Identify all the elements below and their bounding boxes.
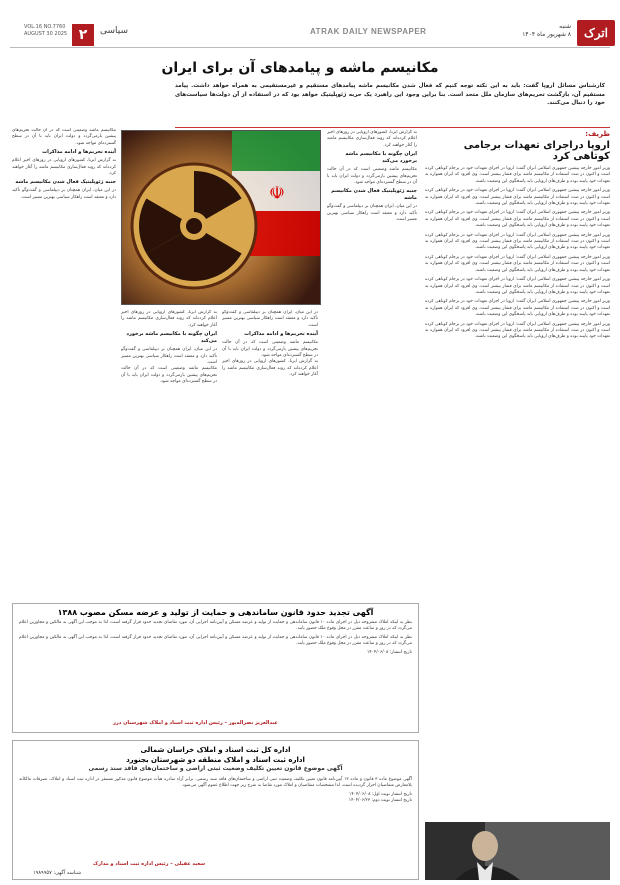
article-column-mid-b: در این میان، ایران همچنان بر دیپلماسی و گفت‌وگو تأکید دارد و معتقد است راهکار سیاسی بهترین مسیر است. آینده تحریم‌ها و ادامه مذاکرات مکانیسم ماشه وضعیتی است که در آن حالت تحریم‌های پیشین بازمی‌گردد و دولت ایران باید با آن در سطح گسترده‌ای مواجه شود. به گزارش ایرنا، کشورهای اروپایی در روزهای اخیر اعلام کرده‌اند که روند فعال‌سازی مکانیسم ماشه را آغاز خواهند کرد. [222, 310, 318, 378]
main-headline: مکانیسم ماشه و پیامدهای آن برای ایران [161, 60, 439, 76]
sub-head: ایران چگونه با مکانیسم ماشه برخورد می‌کند [126, 331, 217, 345]
svg-text:☫: ☫ [268, 183, 286, 204]
notice-signature: سعید عقیلی – رئیس اداره ثبت اسناد و مدارک [93, 861, 206, 867]
sub-head: ایران چگونه با مکانیسم ماشه برخورد می‌کند [345, 151, 417, 165]
notice-code: شناسه آگهی: ۱۹۸۹۹۵۷ [33, 870, 82, 876]
article-column-right: به گزارش ایرنا، کشورهای اروپایی در روزهای اخیر اعلام کرده‌اند که روند فعال‌سازی مکانیسم ماشه را آغاز خواهند کرد. ایران چگونه با مکانیسم ماشه برخورد می‌کند مکانیسم ماشه وضعیتی است که در آن حالت تحریم‌های پیشین بازمی‌گردد و دولت ایران باید با آن در سطح گسترده‌ای مواجه شود. جنبه ژئوپلیتیک فعال شدن مکانیسم ماشه در این میان، ایران همچنان بر دیپلماسی و گفت‌وگو تأکید دارد و معتقد است راهکار سیاسی بهترین مسیر است. [327, 130, 417, 223]
portrait-photo [425, 822, 610, 880]
side-article: ظریف: اروپا دراجرای تعهدات برجامی کوتاهی کرد وزیر امور خارجه پیشین جمهوری اسلامی ایران گفت: اروپا در اجرای تعهدات خود در برجام کوتاهی کرده است و اکنون در صدد استفاده از مکانیسم ماشه برای فشار بیشتر است. وی افزود که ایران همواره به تعهدات خود پایبند بوده و طرف‌های اروپایی باید پاسخگوی این وضعیت باشند. وزیر امور خارجه پیشین جمهوری اسلامی ایران گفت: اروپا در اجرای تعهدات خود در برجام کوتاهی کرده است و اکنون در صدد استفاده از مکانیسم ماشه برای فشار بیشتر است. وی افزود که ایران همواره به تعهدات خود پایبند بوده و طرف‌های اروپایی باید پاسخگوی این وضعیت باشند. وزیر امور خارجه پیشین جمهوری اسلامی ایران گفت: اروپا در اجرای تعهدات خود در برجام کوتاهی کرده است و اکنون در صدد استفاده از مکانیسم ماشه برای فشار بیشتر است. وی افزود که ایران همواره به تعهدات خود پایبند بوده و طرف‌های اروپایی باید پاسخگوی این وضعیت باشند. وزیر امور خارجه پیشین جمهوری اسلامی ایران گفت: اروپا در اجرای تعهدات خود در برجام کوتاهی کرده است و اکنون در صدد استفاده از مکانیسم ماشه برای فشار بیشتر است. وی افزود که ایران همواره به تعهدات خود پایبند بوده و طرف‌های اروپایی باید پاسخگوی این وضعیت باشند. وزیر امور خارجه پیشین جمهوری اسلامی ایران گفت: اروپا در اجرای تعهدات خود در برجام کوتاهی کرده است و اکنون در صدد استفاده از مکانیسم ماشه برای فشار بیشتر است. وی افزود که ایران همواره به تعهدات خود پایبند بوده و طرف‌های اروپایی باید پاسخگوی این وضعیت باشند. وزیر امور خارجه پیشین جمهوری اسلامی ایران گفت: اروپا در اجرای تعهدات خود در برجام کوتاهی کرده است و اکنون در صدد استفاده از مکانیسم ماشه برای فشار بیشتر است. وی افزود که ایران همواره به تعهدات خود پایبند بوده و طرف‌های اروپایی باید پاسخگوی این وضعیت باشند. وزیر امور خارجه پیشین جمهوری اسلامی ایران گفت: اروپا در اجرای تعهدات خود در برجام کوتاهی کرده است و اکنون در صدد استفاده از مکانیسم ماشه برای فشار بیشتر است. وی افزود که ایران همواره به تعهدات خود پایبند بوده و طرف‌های اروپایی باید پاسخگوی این وضعیت باشند. وزیر امور خارجه پیشین جمهوری اسلامی ایران گفت: اروپا در اجرای تعهدات خود در برجام کوتاهی کرده است و اکنون در صدد استفاده از مکانیسم ماشه برای فشار بیشتر است. وی افزود که ایران همواره به تعهدات خود پایبند بوده و طرف‌های اروپایی باید پاسخگوی این وضعیت باشند. [425, 130, 610, 340]
sub-head: جنبه ژئوپلیتیک فعال شدن مکانیسم ماشه [15, 179, 116, 186]
sub-head: آینده تحریم‌ها و ادامه مذاکرات [42, 149, 116, 156]
site-name: ATRAK DAILY NEWSPAPER [310, 27, 427, 36]
article-column-left: مکانیسم ماشه وضعیتی است که در آن حالت تحریم‌های پیشین بازمی‌گردد و دولت ایران باید با آن در سطح گسترده‌ای مواجه شود. آینده تحریم‌ها و ادامه مذاکرات به گزارش ایرنا، کشورهای اروپایی در روزهای اخیر اعلام کرده‌اند که روند فعال‌سازی مکانیسم ماشه را آغاز خواهند کرد. جنبه ژئوپلیتیک فعال شدن مکانیسم ماشه در این میان، ایران همچنان بر دیپلماسی و گفت‌وگو تأکید دارد و معتقد است راهکار سیاسی بهترین مسیر است. [12, 128, 116, 200]
photo-illustration [122, 131, 321, 305]
masthead-date: شنبه ۸ شهریور ماه ۱۴۰۴ [522, 23, 571, 38]
portrait-illustration [425, 822, 610, 880]
notice-signature: عبدالعزیز نصراله‌پور – رئیس اداره ثبت اسناد و املاک شهرستان درز [113, 720, 278, 726]
legal-notice-1: آگهی تجدید حدود قانون ساماندهی و حمایت از تولید و عرضه مسکن مصوب ۱۳۸۸ نظر به اینکه املاک مشروحه ذیل در اجرای ماده ۱۰ قانون ساماندهی و حمایت از تولید و عرضه مسکن و آیین‌نامه اجرایی آن، مورد تقاضای تجدید حدود قرار گرفته است، لذا به موجب این آگهی به مالکین و مجاورین اعلام می‌گردد که در روز و ساعت مقرر در محل وقوع ملک حضور یابند. نظر به اینکه املاک مشروحه ذیل در اجرای ماده ۱۰ قانون ساماندهی و حمایت از تولید و عرضه مسکن و آیین‌نامه اجرایی آن، مورد تقاضای تجدید حدود قرار گرفته است، لذا به موجب این آگهی به مالکین و مجاورین اعلام می‌گردد که در روز و ساعت مقرر در محل وقوع ملک حضور یابند. تاریخ انتشار: ۱۴۰۴/۰۶/۰۸ عبدالعزیز نصراله‌پور – رئیس اداره ثبت اسناد و املاک شهرستان درز [12, 603, 419, 733]
main-lead: کارشناس مسائل اروپا گفت: باید به این نکته توجه کنیم که فعال شدن مکانیسم ماشه پیامدهای مستقیم و غیرمستقیمی به همراه خواهد داشت. پیامد مستقیم آن، بازگشت تحریم‌های سازمان ملل متحد است. بنا براین وجود این راهبرد یک حربه ژئوپلیتیک خواهد بود که در استفاده از آن دولت‌ها سیاست‌های خود را دنبال می‌کنند. [175, 83, 605, 106]
newspaper-logo: اترک [577, 20, 615, 46]
page-number: ۲ [72, 24, 94, 46]
sub-head: آینده تحریم‌ها و ادامه مذاکرات [244, 331, 318, 338]
radiation-symbol-iran-flag-photo [121, 130, 321, 305]
page-header [10, 18, 610, 48]
divider [175, 127, 610, 128]
article-column-mid-a: به گزارش ایرنا، کشورهای اروپایی در روزهای اخیر اعلام کرده‌اند که روند فعال‌سازی مکانیسم ماشه را آغاز خواهند کرد. ایران چگونه با مکانیسم ماشه برخورد می‌کند در این میان، ایران همچنان بر دیپلماسی و گفت‌وگو تأکید دارد و معتقد است راهکار سیاسی بهترین مسیر است. مکانیسم ماشه وضعیتی است که در آن حالت تحریم‌های پیشین بازمی‌گردد و دولت ایران باید با آن در سطح گسترده‌ای مواجه شود. [121, 310, 217, 385]
legal-notice-2: اداره کل ثبت اسناد و املاک خراسان شمالی اداره ثبت اسناد و املاک منطقه دو شهرستان بجنورد آگهی موضوع قانون تعیین تکلیف وضعیت ثبتی اراضی و ساختمان‌های فاقد سند رسمی آگهی موضوع ماده ۳ قانون و ماده ۱۳ آیین‌نامه قانون تعیین تکلیف وضعیت ثبتی اراضی و ساختمان‌های فاقد سند رسمی. برابر آراء صادره هیأت موضوع قانون مذکور مستقر در اداره ثبت اسناد و املاک، تصرفات مالکانه بلامعارض متقاضیان احراز گردیده است، لذا مشخصات متقاضیان و املاک مورد تقاضا به شرح زیر جهت اطلاع عموم آگهی می‌شود. تاریخ انتشار نوبت اول: ۱۴۰۴/۰۶/۰۸ تاریخ انتشار نوبت دوم: ۱۴۰۴/۰۶/۲۳ سعید عقیلی – رئیس اداره ثبت اسناد و مدارک شناسه آگهی: ۱۹۸۹۹۵۷ [12, 740, 419, 880]
side-title: اروپا دراجرای تعهدات برجامی کوتاهی کرد [463, 140, 610, 162]
section-name: سیاسی [100, 26, 129, 36]
volume-info: VOL.16 NO.7760 AUGUST 30 2025 [24, 24, 68, 37]
masthead [515, 20, 615, 48]
sub-head: جنبه ژئوپلیتیک فعال شدن مکانیسم ماشه [331, 188, 417, 202]
notice-title: آگهی تجدید حدود قانون ساماندهی و حمایت از تولید و عرضه مسکن مصوب ۱۳۸۸ [57, 608, 374, 617]
side-kicker: ظریف: [585, 130, 610, 138]
